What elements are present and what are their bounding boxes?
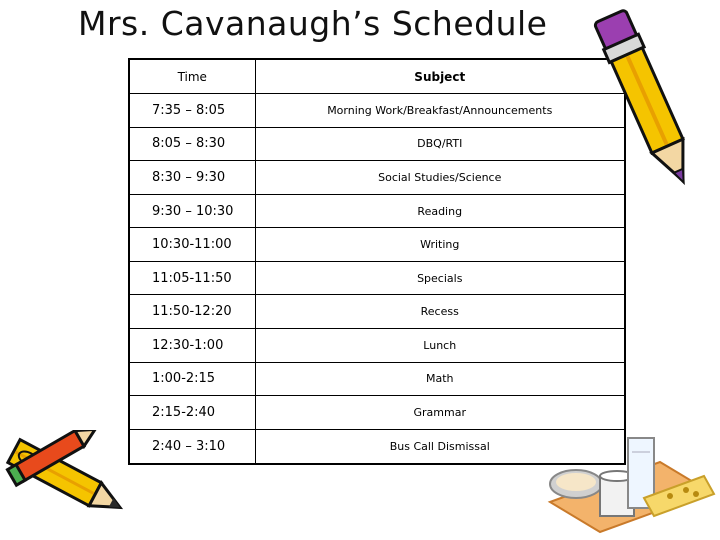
pencil-icon xyxy=(592,2,704,198)
subject-column-header: Subject xyxy=(255,59,625,94)
subject-cell: Specials xyxy=(255,261,625,295)
table-row xyxy=(129,396,625,430)
subject-cell: Lunch xyxy=(255,329,625,363)
lunch-tray-icon xyxy=(540,432,720,536)
table-header-row xyxy=(129,59,625,94)
table-row xyxy=(129,295,625,329)
schedule-table xyxy=(128,58,626,465)
subject-cell: Recess xyxy=(255,295,625,329)
time-cell: 1:00-2:15 xyxy=(129,362,255,396)
subject-cell: Math xyxy=(255,362,625,396)
table-row xyxy=(129,94,625,128)
time-cell: 8:30 – 9:30 xyxy=(129,161,255,195)
subject-cell: Bus Call Dismissal xyxy=(255,429,625,464)
subject-cell: Social Studies/Science xyxy=(255,161,625,195)
subject-cell: Writing xyxy=(255,228,625,262)
table-row xyxy=(129,194,625,228)
time-cell: 2:40 – 3:10 xyxy=(129,429,255,464)
time-cell: 8:05 – 8:30 xyxy=(129,127,255,161)
time-column-header: Time xyxy=(129,59,255,94)
table-row xyxy=(129,362,625,396)
time-cell: 2:15-2:40 xyxy=(129,396,255,430)
time-cell: 10:30-11:00 xyxy=(129,228,255,262)
pencils-icon xyxy=(0,430,140,534)
page-title: Mrs. Cavanaugh’s Schedule xyxy=(78,4,548,43)
subject-cell: Grammar xyxy=(255,396,625,430)
table-row xyxy=(129,329,625,363)
time-cell: 11:50-12:20 xyxy=(129,295,255,329)
time-cell: 7:35 – 8:05 xyxy=(129,94,255,128)
subject-cell: Reading xyxy=(255,194,625,228)
subject-cell: DBQ/RTI xyxy=(255,127,625,161)
table-row xyxy=(129,228,625,262)
table-row xyxy=(129,261,625,295)
time-cell: 12:30-1:00 xyxy=(129,329,255,363)
time-cell: 11:05-11:50 xyxy=(129,261,255,295)
subject-cell: Morning Work/Breakfast/Announcements xyxy=(255,94,625,128)
table-row xyxy=(129,161,625,195)
time-cell: 9:30 – 10:30 xyxy=(129,194,255,228)
table-row xyxy=(129,127,625,161)
